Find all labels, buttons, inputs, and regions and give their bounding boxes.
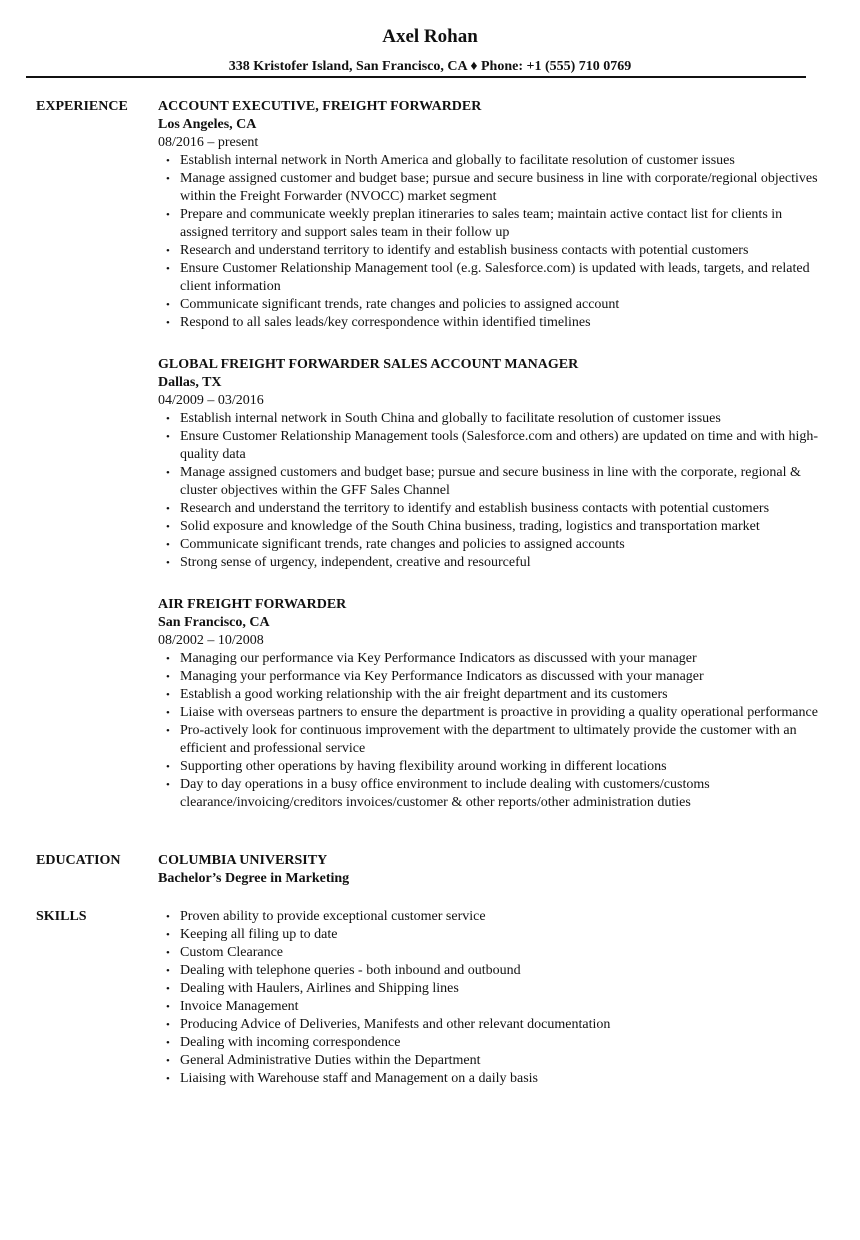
list-item-text: Liaise with overseas partners to ensure the department is proactive in providing a quality operational performance: [180, 705, 818, 720]
list-item: [158, 980, 818, 998]
list-item: [158, 518, 818, 536]
bullet-icon: •: [166, 209, 170, 221]
list-item: [158, 314, 818, 332]
bullet-icon: •: [166, 155, 170, 167]
list-item: [158, 1016, 818, 1034]
list-item-text: Proven ability to provide exceptional customer service: [180, 909, 486, 924]
list-item-text: Day to day operations in a busy office environment to include dealing with customers/customs clearance/invoicing/creditors invoices/customer & other reports/other administration duties: [180, 777, 710, 810]
job-title: GLOBAL FREIGHT FORWARDER SALES ACCOUNT MANAGER: [158, 357, 579, 372]
list-item: [158, 686, 818, 704]
list-item: [158, 464, 818, 500]
bullet-icon: •: [166, 299, 170, 311]
bullet-icon: •: [166, 521, 170, 533]
bullet-icon: •: [166, 1073, 170, 1085]
list-item: [158, 944, 818, 962]
bullet-icon: •: [166, 761, 170, 773]
job-dates: 04/2009 – 03/2016: [158, 393, 264, 408]
bullet-icon: •: [166, 983, 170, 995]
list-item-text: Research and understand the territory to identify and establish business contacts with potential customers: [180, 501, 770, 516]
education-body: [158, 852, 818, 888]
header-divider: [26, 76, 806, 78]
contact-line: [0, 58, 860, 76]
bullet-icon: •: [166, 653, 170, 665]
list-item: [158, 650, 818, 668]
list-item-text: Liaising with Warehouse staff and Management on a daily basis: [180, 1071, 538, 1086]
diamond-separator-icon: ♦: [470, 59, 478, 74]
bullet-icon: •: [166, 467, 170, 479]
job-entry: [158, 356, 818, 572]
bullet-icon: •: [166, 317, 170, 329]
bullet-icon: •: [166, 557, 170, 569]
list-item: [158, 758, 818, 776]
list-item-text: Prepare and communicate weekly preplan itineraries to sales team; maintain active contact list for clients in assigned territory and support sales team in their follow up: [180, 207, 783, 240]
list-item-text: Ensure Customer Relationship Management tool (e.g. Salesforce.com) is updated with leads, targets, and related client information: [180, 261, 810, 294]
list-item-text: Managing your performance via Key Performance Indicators as discussed with your manager: [180, 669, 704, 684]
list-item-text: Strong sense of urgency, independent, creative and resourceful: [180, 555, 531, 570]
bullet-icon: •: [166, 1055, 170, 1067]
section-label-education: EDUCATION: [36, 853, 121, 868]
bullet-icon: •: [166, 263, 170, 275]
bullet-icon: •: [166, 173, 170, 185]
bullet-icon: •: [166, 503, 170, 515]
skills-list: [158, 908, 818, 1088]
list-item: [158, 1034, 818, 1052]
list-item-text: Ensure Customer Relationship Management tools (Salesforce.com and others) are updated on time and with high-quality data: [180, 429, 819, 462]
bullet-icon: •: [166, 965, 170, 977]
list-item-text: Solid exposure and knowledge of the South China business, trading, logistics and transportation market: [180, 519, 760, 534]
bullet-icon: •: [166, 1001, 170, 1013]
bullet-icon: •: [166, 725, 170, 737]
list-item: [158, 206, 818, 242]
list-item-text: Manage assigned customers and budget base; pursue and secure business in line with the corporate, regional & cluster objectives within the GFF Sales Channel: [180, 465, 801, 498]
list-item: [158, 704, 818, 722]
list-item: [158, 260, 818, 296]
bullet-icon: •: [166, 689, 170, 701]
experience-body: [158, 98, 818, 812]
list-item: [158, 998, 818, 1016]
phone: Phone: +1 (555) 710 0769: [480, 59, 632, 74]
bullet-icon: •: [166, 707, 170, 719]
list-item-text: Producing Advice of Deliveries, Manifests and other relevant documentation: [180, 1017, 611, 1032]
bullet-icon: •: [166, 929, 170, 941]
list-item-text: Dealing with telephone queries - both inbound and outbound: [180, 963, 521, 978]
list-item: [158, 908, 818, 926]
job-dates: 08/2016 – present: [158, 135, 259, 150]
list-item: [158, 242, 818, 260]
list-item-text: Communicate significant trends, rate changes and policies to assigned accounts: [180, 537, 625, 552]
list-item-text: Keeping all filing up to date: [180, 927, 338, 942]
list-item-text: Communicate significant trends, rate changes and policies to assigned account: [180, 297, 620, 312]
bullet-icon: •: [166, 947, 170, 959]
list-item-text: Pro-actively look for continuous improvement with the department to ultimately provide the customer with an efficient and professional service: [180, 723, 797, 756]
bullet-icon: •: [166, 1019, 170, 1031]
list-item: [158, 500, 818, 518]
list-item: [158, 428, 818, 464]
bullet-icon: •: [166, 539, 170, 551]
list-item-text: Respond to all sales leads/key correspondence within identified timelines: [180, 315, 591, 330]
section-label-skills: SKILLS: [36, 909, 87, 924]
job-bullets: [158, 152, 818, 332]
list-item-text: Manage assigned customer and budget base; pursue and secure business in line with corporate/regional objectives within the Freight Forwarder (NVOCC) market segment: [180, 171, 818, 204]
list-item-text: Research and understand territory to identify and establish business contacts with potential customers: [180, 243, 749, 258]
list-item-text: Dealing with Haulers, Airlines and Shipping lines: [180, 981, 459, 996]
bullet-icon: •: [166, 245, 170, 257]
job-entry: [158, 98, 818, 332]
job-location: San Francisco, CA: [158, 615, 270, 630]
list-item-text: Establish internal network in North America and globally to facilitate resolution of customer issues: [180, 153, 735, 168]
list-item: [158, 926, 818, 944]
skills-body: [158, 908, 818, 1088]
list-item: [158, 152, 818, 170]
job-bullets: [158, 650, 818, 812]
job-entry: [158, 596, 818, 812]
list-item-text: General Administrative Duties within the Department: [180, 1053, 481, 1068]
list-item-text: Establish internal network in South China and globally to facilitate resolution of customer issues: [180, 411, 721, 426]
address: 338 Kristofer Island, San Francisco, CA: [228, 59, 467, 74]
list-item: [158, 722, 818, 758]
list-item-text: Supporting other operations by having flexibility around working in different locations: [180, 759, 667, 774]
list-item: [158, 1070, 818, 1088]
school-name: COLUMBIA UNIVERSITY: [158, 853, 328, 868]
job-bullets: [158, 410, 818, 572]
job-title: ACCOUNT EXECUTIVE, FREIGHT FORWARDER: [158, 99, 482, 114]
list-item: [158, 668, 818, 686]
bullet-icon: •: [166, 413, 170, 425]
list-item-text: Dealing with incoming correspondence: [180, 1035, 401, 1050]
candidate-name: Axel Rohan: [382, 26, 478, 47]
bullet-icon: •: [166, 779, 170, 791]
bullet-icon: •: [166, 431, 170, 443]
job-location: Los Angeles, CA: [158, 117, 257, 132]
degree: Bachelor’s Degree in Marketing: [158, 871, 350, 886]
bullet-icon: •: [166, 1037, 170, 1049]
job-dates: 08/2002 – 10/2008: [158, 633, 264, 648]
list-item: [158, 776, 818, 812]
list-item: [158, 1052, 818, 1070]
list-item-text: Establish a good working relationship with the air freight department and its customers: [180, 687, 668, 702]
job-title: AIR FREIGHT FORWARDER: [158, 597, 347, 612]
section-label-experience: EXPERIENCE: [36, 99, 128, 114]
bullet-icon: •: [166, 671, 170, 683]
list-item: [158, 536, 818, 554]
list-item: [158, 554, 818, 572]
list-item: [158, 296, 818, 314]
bullet-icon: •: [166, 911, 170, 923]
list-item: [158, 410, 818, 428]
list-item-text: Managing our performance via Key Performance Indicators as discussed with your manager: [180, 651, 697, 666]
list-item-text: Invoice Management: [180, 999, 299, 1014]
job-location: Dallas, TX: [158, 375, 222, 390]
list-item-text: Custom Clearance: [180, 945, 284, 960]
list-item: [158, 962, 818, 980]
list-item: [158, 170, 818, 206]
